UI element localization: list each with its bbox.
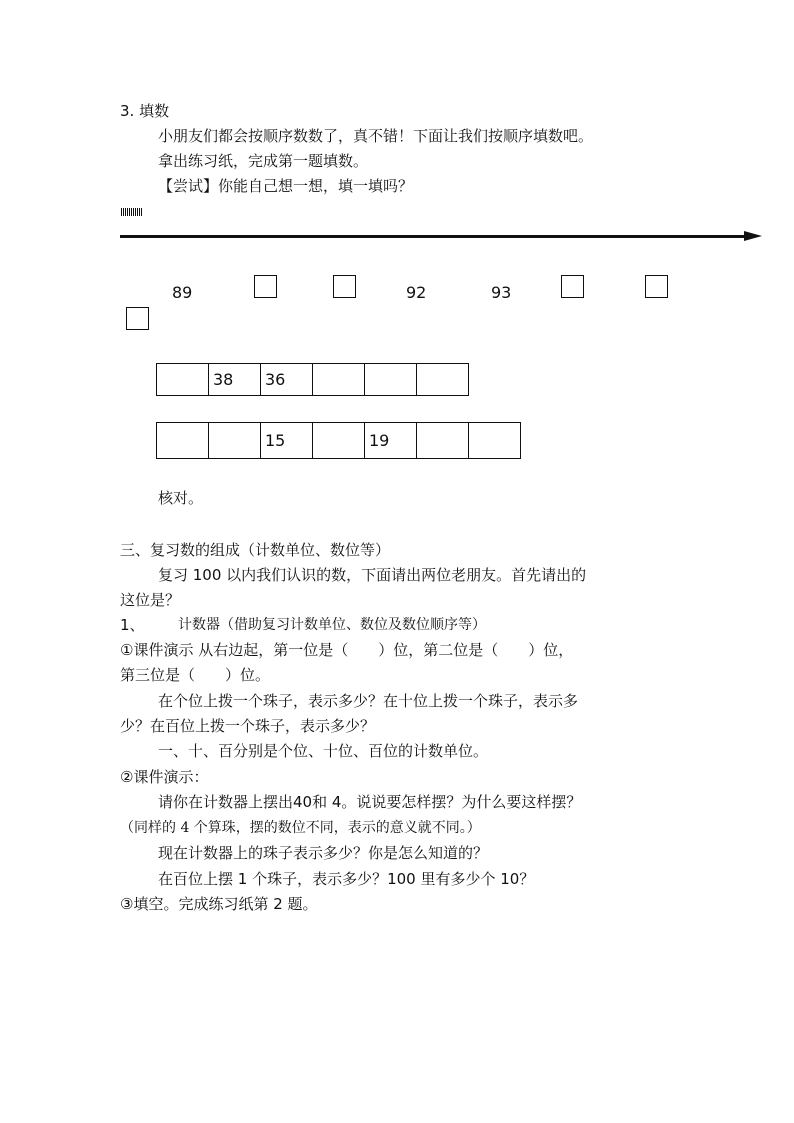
- paragraph: 复习 100 以内我们认识的数，下面请出两位老朋友。首先请出的: [158, 566, 587, 584]
- paragraph: 在个位上拨一个珠子，表示多少？在十位上拨一个珠子，表示多: [158, 692, 579, 710]
- table-cell[interactable]: 38: [209, 364, 261, 396]
- paragraph: 在百位上摆 1 个珠子，表示多少？100 里有多少个 10？: [158, 870, 535, 888]
- table-cell[interactable]: [417, 364, 469, 396]
- item-title-counter: 计数器（借助复习计数单位、数位及数位顺序等）: [178, 617, 486, 633]
- paragraph: ③填空。完成练习纸第 2 题。: [120, 895, 318, 913]
- table-cell[interactable]: [313, 364, 365, 396]
- blank-box[interactable]: [333, 275, 356, 298]
- table-cell[interactable]: 19: [365, 423, 417, 459]
- ruler-marks: [121, 208, 143, 216]
- section-heading-review: 三、复习数的组成（计数单位、数位等）: [120, 541, 391, 559]
- table-cell[interactable]: [313, 423, 365, 459]
- paragraph: 第三位是（ ）位。: [120, 666, 271, 684]
- table-cell[interactable]: [469, 423, 521, 459]
- table-cell[interactable]: [365, 364, 417, 396]
- table-cell[interactable]: [417, 423, 469, 459]
- table-cell[interactable]: [209, 423, 261, 459]
- number-table-2: [156, 422, 521, 459]
- paragraph: 请你在计数器上摆出40和 4。说说要怎样摆？为什么要这样摆？: [158, 793, 582, 811]
- blank-box[interactable]: [254, 275, 277, 298]
- blank-box[interactable]: [645, 275, 668, 298]
- item-number: 1、: [120, 616, 145, 634]
- number-table-1: [156, 363, 469, 396]
- table-cell[interactable]: 36: [261, 364, 313, 396]
- table-cell[interactable]: 15: [261, 423, 313, 459]
- arrow-right-icon: [744, 231, 762, 241]
- paragraph: 小朋友们都会按顺序数数了，真不错！下面让我们按顺序填数吧。: [158, 127, 594, 145]
- check-text: 核对。: [158, 489, 204, 507]
- number-line-label: 92: [406, 283, 427, 302]
- number-line-axis: [120, 235, 748, 238]
- paragraph: 少？在百位上拨一个珠子，表示多少？: [120, 717, 376, 735]
- table-cell[interactable]: [157, 364, 209, 396]
- paragraph: ①课件演示 从右边起，第一位是（ ）位，第二位是（ ）位，: [120, 641, 574, 659]
- number-line-label: 89: [172, 283, 193, 302]
- section-heading-fill-numbers: 3. 填数: [120, 102, 170, 120]
- blank-box[interactable]: [561, 275, 584, 298]
- paragraph: 拿出练习纸，完成第一题填数。: [158, 152, 369, 170]
- table-cell[interactable]: [157, 423, 209, 459]
- paragraph: 一、十、百分别是个位、十位、百位的计数单位。: [158, 742, 489, 760]
- paragraph: 这位是？: [120, 591, 181, 609]
- number-line-label: 93: [491, 283, 512, 302]
- paragraph-note: （同样的 4 个算珠，摆的数位不同，表示的意义就不同。）: [120, 820, 481, 836]
- paragraph-try: 【尝试】你能自己想一想，填一填吗？: [158, 177, 414, 195]
- paragraph: ②课件演示：: [120, 768, 209, 786]
- blank-box[interactable]: [126, 307, 149, 330]
- paragraph: 现在计数器上的珠子表示多少？你是怎么知道的？: [158, 844, 489, 862]
